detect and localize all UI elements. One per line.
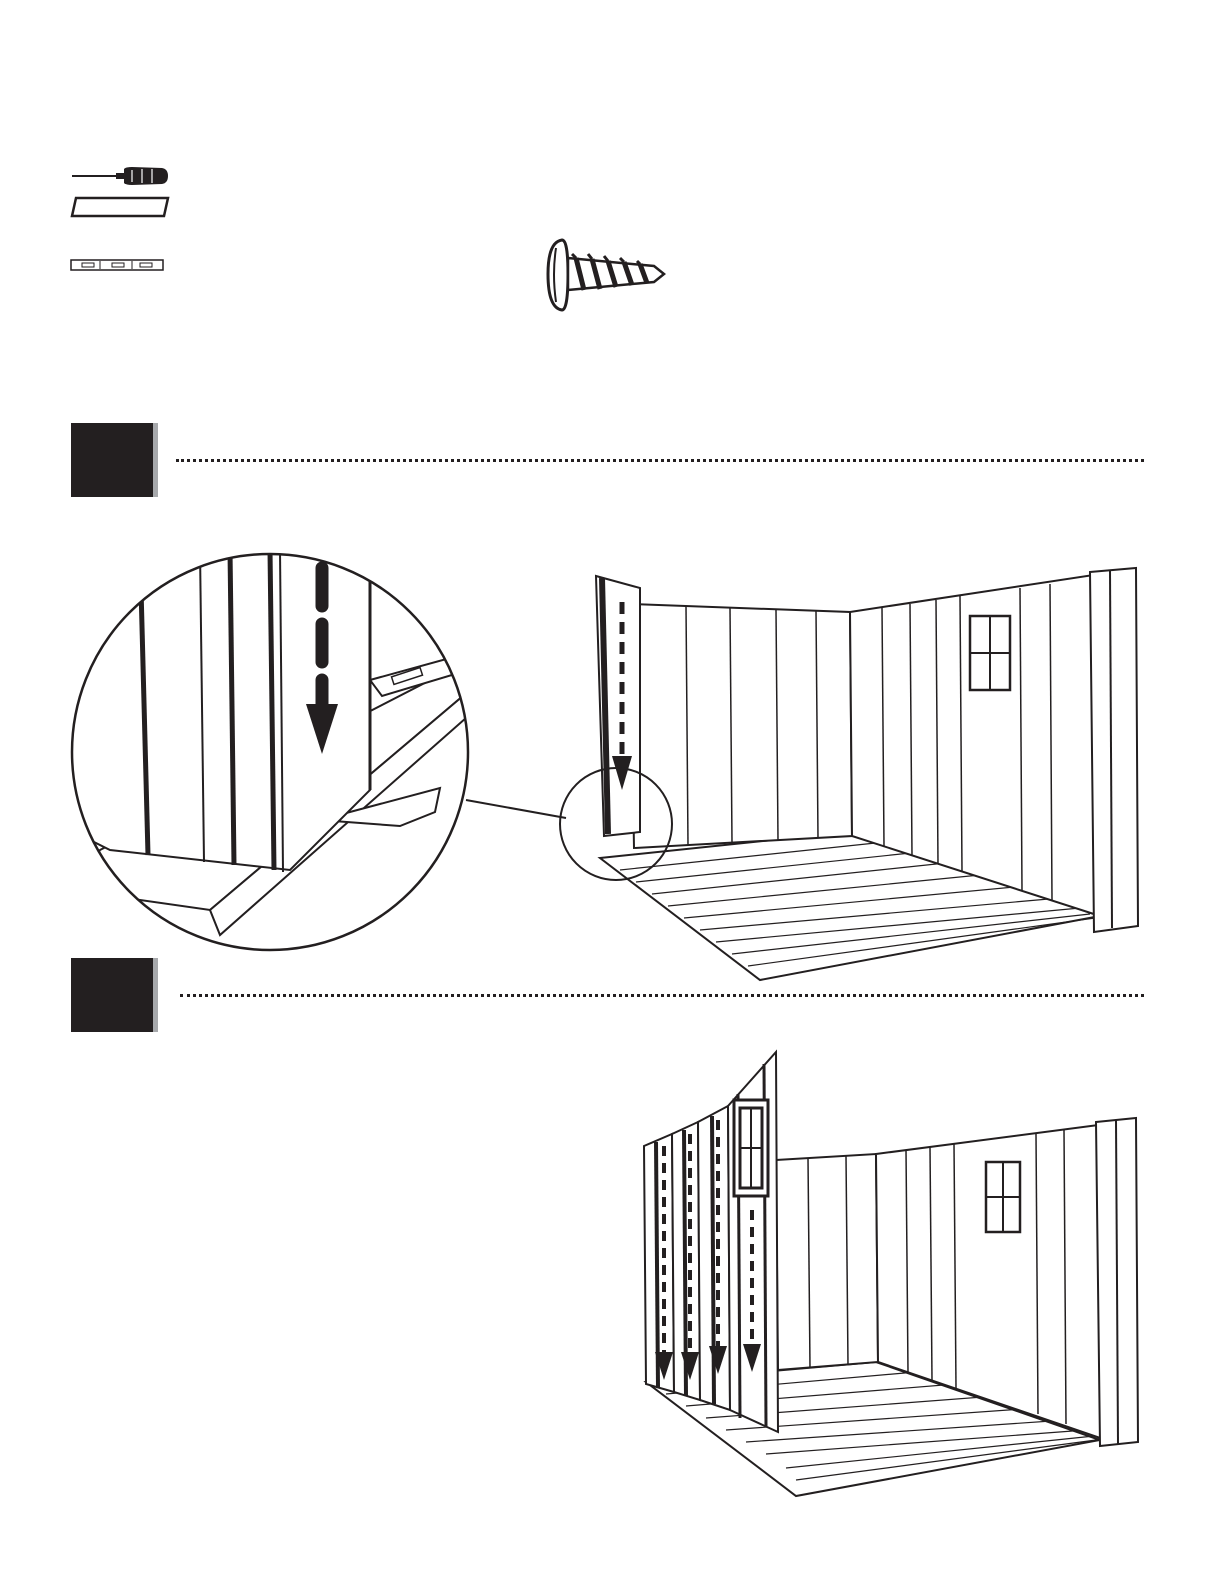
step-2-inserting-panels	[644, 1052, 778, 1432]
wood-block-icon	[70, 196, 170, 218]
step-2-divider	[180, 994, 1144, 997]
screw-icon	[544, 236, 670, 314]
screwdriver-icon	[70, 165, 170, 187]
tools-legend	[66, 160, 176, 280]
step-1-back-wall	[630, 604, 852, 848]
level-icon	[70, 258, 166, 272]
step-1-shed-illustration	[560, 560, 1160, 990]
step-1-number-box	[71, 423, 153, 497]
step-2-shed-illustration	[636, 1050, 1146, 1500]
step-1-divider	[176, 459, 1144, 462]
step-2-number-box	[71, 958, 153, 1032]
